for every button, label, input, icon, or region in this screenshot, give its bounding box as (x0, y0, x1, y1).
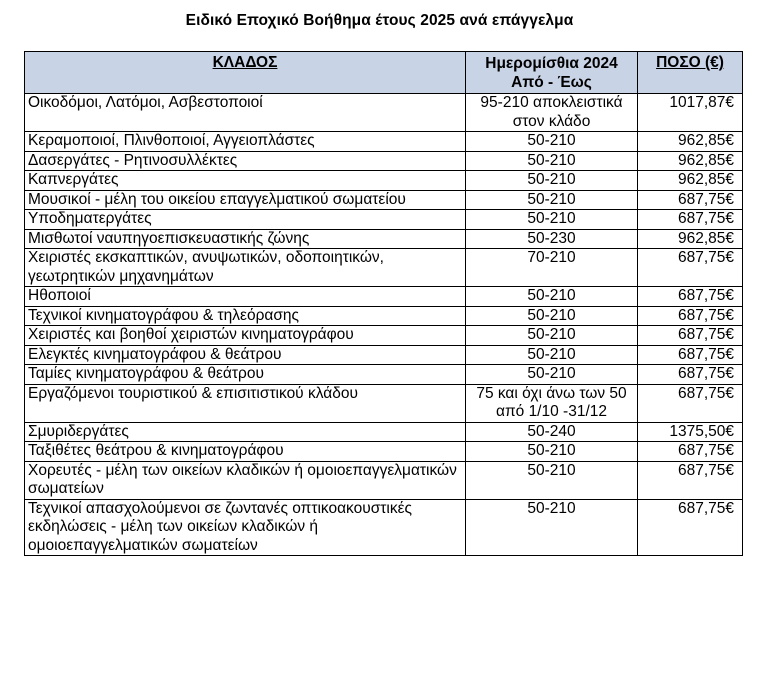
row-amount: 687,75€ (638, 210, 743, 230)
row-sector: Δασεργάτες - Ρητινοσυλλέκτες (25, 151, 466, 171)
table-row (25, 345, 743, 365)
page-title: Ειδικό Εποχικό Βοήθημα έτους 2025 ανά επάγγελμα (185, 12, 574, 29)
row-amount: 687,75€ (638, 384, 743, 422)
row-days: 50-210 (466, 190, 638, 210)
row-sector: Καπνεργάτες (25, 171, 466, 191)
row-sector: Κεραμοποιοί, Πλινθοποιοί, Αγγειοπλάστες (25, 132, 466, 152)
table-row (25, 287, 743, 307)
row-days: 50-210 (466, 442, 638, 462)
row-sector: Μουσικοί - μέλη του οικείου επαγγελματικού σωματείου (25, 190, 466, 210)
row-days: 50-210 (466, 171, 638, 191)
row-amount: 687,75€ (638, 190, 743, 210)
table-row (25, 442, 743, 462)
row-amount: 687,75€ (638, 345, 743, 365)
table-row (25, 306, 743, 326)
table-header-row (25, 52, 743, 94)
row-amount: 962,85€ (638, 229, 743, 249)
row-amount: 1017,87€ (638, 94, 743, 132)
row-sector: Χορευτές - μέλη των οικείων κλαδικών ή ομοιοεπαγγελματικών σωματείων (25, 461, 466, 499)
row-sector: Χειριστές και βοηθοί χειριστών κινηματογράφου (25, 326, 466, 346)
row-days: 50-210 (466, 287, 638, 307)
table-row (25, 461, 743, 499)
row-sector: Ταξιθέτες θεάτρου & κινηματογράφου (25, 442, 466, 462)
table-row (25, 249, 743, 287)
row-days: 75 και όχι άνω των 50 από 1/10 -31/12 (466, 384, 638, 422)
row-sector: Τεχνικοί απασχολούμενοι σε ζωντανές οπτικοακουστικές εκδηλώσεις - μέλη των οικείων κλαδικών ή ομοιοεπαγγελματικών σωματείων (25, 499, 466, 556)
row-amount: 687,75€ (638, 442, 743, 462)
row-days: 70-210 (466, 249, 638, 287)
row-amount: 962,85€ (638, 171, 743, 191)
benefit-table (24, 51, 743, 556)
table-row (25, 132, 743, 152)
table-row (25, 422, 743, 442)
row-amount: 962,85€ (638, 151, 743, 171)
row-amount: 687,75€ (638, 326, 743, 346)
row-sector: Ταμίες κινηματογράφου & θεάτρου (25, 365, 466, 385)
row-days: 50-240 (466, 422, 638, 442)
row-amount: 1375,50€ (638, 422, 743, 442)
row-sector: Χειριστές εκσκαπτικών, ανυψωτικών, οδοποιητικών, γεωτρητικών μηχανημάτων (25, 249, 466, 287)
row-days: 50-210 (466, 345, 638, 365)
header-days-line2: Από - Έως (511, 74, 592, 91)
row-amount: 687,75€ (638, 461, 743, 499)
row-days: 50-210 (466, 306, 638, 326)
row-amount: 687,75€ (638, 249, 743, 287)
row-days: 50-210 (466, 132, 638, 152)
table-row (25, 151, 743, 171)
row-amount: 687,75€ (638, 365, 743, 385)
table-row (25, 190, 743, 210)
table-row (25, 171, 743, 191)
row-days: 50-210 (466, 499, 638, 556)
row-days: 50-210 (466, 326, 638, 346)
header-days (466, 52, 638, 94)
row-amount: 687,75€ (638, 306, 743, 326)
row-days: 50-210 (466, 210, 638, 230)
table-row (25, 384, 743, 422)
row-days: 50-230 (466, 229, 638, 249)
row-sector: Οικοδόμοι, Λατόμοι, Ασβεστοποιοί (25, 94, 466, 132)
row-amount: 962,85€ (638, 132, 743, 152)
header-amount: ΠΟΣΟ (€) (638, 52, 743, 94)
row-amount: 687,75€ (638, 499, 743, 556)
row-days: 50-210 (466, 151, 638, 171)
row-sector: Τεχνικοί κινηματογράφου & τηλεόρασης (25, 306, 466, 326)
row-amount: 687,75€ (638, 287, 743, 307)
table-row (25, 326, 743, 346)
row-days: 50-210 (466, 461, 638, 499)
row-sector: Ελεγκτές κινηματογράφου & θεάτρου (25, 345, 466, 365)
table-row (25, 210, 743, 230)
row-days: 95-210 αποκλειστικά στον κλάδο (466, 94, 638, 132)
header-days-line1: Ημερομίσθια 2024 (485, 55, 618, 72)
row-sector: Υποδηματεργάτες (25, 210, 466, 230)
row-days: 50-210 (466, 365, 638, 385)
table-row (25, 499, 743, 556)
row-sector: Ηθοποιοί (25, 287, 466, 307)
row-sector: Σμυριδεργάτες (25, 422, 466, 442)
table-row (25, 229, 743, 249)
row-sector: Εργαζόμενοι τουριστικού & επισιτιστικού κλάδου (25, 384, 466, 422)
row-sector: Μισθωτοί ναυπηγοεπισκευαστικής ζώνης (25, 229, 466, 249)
table-row (25, 365, 743, 385)
table-row (25, 94, 743, 132)
header-sector: ΚΛΑΔΟΣ (25, 52, 466, 94)
